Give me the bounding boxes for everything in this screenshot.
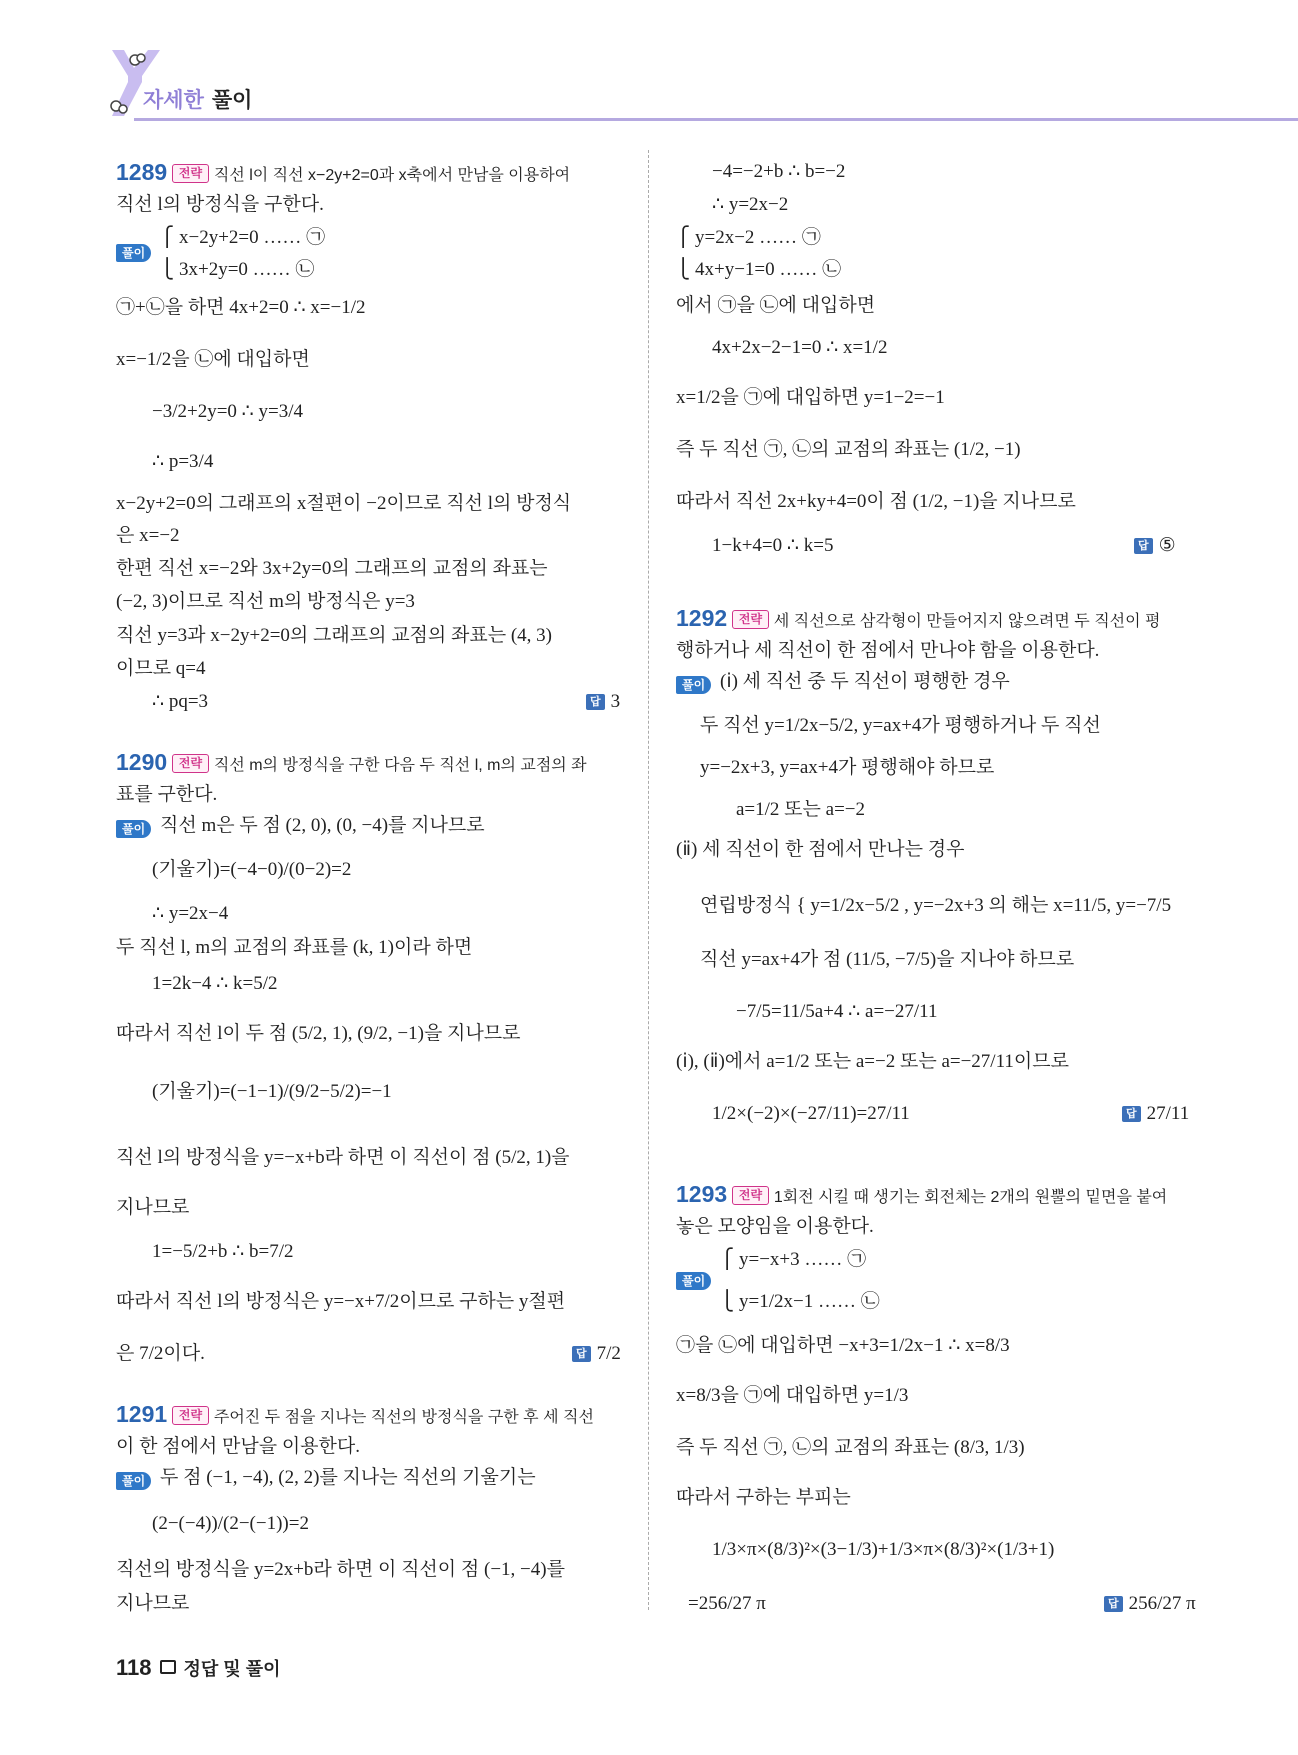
strategy-badge: 전략 — [732, 610, 769, 629]
problem-number: 1291 — [116, 1401, 168, 1427]
solution-line: (ⅰ), (ⅱ)에서 a=1/2 또는 a=−2 또는 a=−27/11이므로 — [676, 1051, 1069, 1072]
page-footer — [116, 1655, 280, 1681]
problem-header — [676, 606, 1160, 634]
solution-line: 즉 두 직선 ㉠, ㉡의 교점의 좌표는 (1/2, −1) — [676, 439, 1021, 460]
solution-line: 두 점 (−1, −4), (2, 2)를 지나는 직선의 기울기는 — [160, 1467, 536, 1488]
solution-line: a=1/2 또는 a=−2 — [736, 799, 865, 820]
solution-line: 따라서 직선 l이 두 점 (5/2, 1), (9/2, −1)을 지나므로 — [116, 1023, 521, 1044]
solution-line: ∴ pq=3 — [152, 691, 209, 712]
problem-header — [116, 160, 570, 188]
answer-badge: 답 — [1122, 1106, 1141, 1122]
solution-line: y=−2x+3, y=ax+4가 평행해야 하므로 — [700, 757, 995, 778]
problem-header — [116, 1402, 594, 1430]
solution-line: 4x+2x−2−1=0 ∴ x=1/2 — [712, 337, 888, 358]
solution-line: −7/5=11/5a+4 ∴ a=−27/11 — [736, 1001, 938, 1022]
page-number: 118 — [116, 1655, 152, 1680]
solution-line: 지나므로 — [116, 1593, 190, 1614]
answer — [1122, 1102, 1189, 1126]
strategy-badge: 전략 — [172, 164, 209, 183]
solution-badge: 풀이 — [676, 676, 711, 694]
solution-line: 직선 y=3과 x−2y+2=0의 그래프의 교점의 좌표는 (4, 3) — [116, 625, 552, 646]
problem-number: 1289 — [116, 159, 168, 185]
equation-line: ⎩ 3x+2y=0 …… ㉡ — [160, 259, 315, 280]
strategy-text: 직선 l이 직선 x−2y+2=0과 x축에서 만남을 이용하여 — [213, 167, 571, 184]
problem-header — [676, 1182, 1167, 1210]
solution-line: 지나므로 — [116, 1197, 190, 1218]
solution-line: 즉 두 직선 ㉠, ㉡의 교점의 좌표는 (8/3, 1/3) — [676, 1437, 1025, 1458]
solution-badge: 풀이 — [676, 1272, 711, 1290]
solution-line: =256/27 π — [688, 1593, 766, 1614]
strategy-text: 표를 구한다. — [116, 784, 218, 805]
column-divider — [648, 150, 649, 1610]
solution-line: 따라서 직선 2x+ky+4=0이 점 (1/2, −1)을 지나므로 — [676, 491, 1076, 512]
solution-line: ㉠을 ㉡에 대입하면 −x+3=1/2x−1 ∴ x=8/3 — [676, 1335, 1010, 1356]
solution-line: (기울기)=(−1−1)/(9/2−5/2)=−1 — [152, 1081, 392, 1102]
strategy-text: 직선 l의 방정식을 구한다. — [116, 194, 324, 215]
strategy-text: 직선 m의 방정식을 구한 다음 두 직선 l, m의 교점의 좌 — [213, 757, 587, 774]
header-rule — [134, 118, 1298, 121]
header-label-solution: 풀이 — [211, 89, 253, 112]
solution-line: (−2, 3)이므로 직선 m의 방정식은 y=3 — [116, 591, 415, 612]
answer-value: ⑤ — [1158, 535, 1176, 556]
solution-line: 연립방정식 { y=1/2x−5/2 , y=−2x+3 의 해는 x=11/5, y=−7/5 — [700, 895, 1172, 916]
solution-line: 1=−5/2+b ∴ b=7/2 — [152, 1241, 294, 1262]
equation-line: ⎩ 4x+y−1=0 …… ㉡ — [676, 259, 842, 280]
solution-line: 1/3×π×(8/3)²×(3−1/3)+1/3×π×(8/3)²×(1/3+1) — [712, 1539, 1055, 1560]
strategy-badge: 전략 — [732, 1186, 769, 1205]
solution-line: 두 직선 l, m의 교점의 좌표를 (k, 1)이라 하면 — [116, 937, 473, 958]
solution-line: ∴ y=2x−4 — [152, 903, 229, 924]
solution-line: 1/2×(−2)×(−27/11)=27/11 — [712, 1103, 910, 1124]
solution-line: 직선의 방정식을 y=2x+b라 하면 이 직선이 점 (−1, −4)를 — [116, 1559, 565, 1580]
equation-line: ⎧ y=2x−2 …… ㉠ — [676, 227, 821, 248]
solution-line: x=−1/2을 ㉡에 대입하면 — [116, 349, 310, 370]
solution-line: (기울기)=(−4−0)/(0−2)=2 — [152, 859, 352, 880]
header-label-detailed: 자세한 — [143, 89, 204, 112]
strategy-badge: 전략 — [172, 1406, 209, 1425]
problem-number: 1290 — [116, 749, 168, 775]
solution-line: 한편 직선 x=−2와 3x+2y=0의 그래프의 교점의 좌표는 — [116, 558, 548, 579]
solution-badge: 풀이 — [116, 1472, 151, 1490]
answer-value: 3 — [610, 691, 621, 712]
strategy-badge: 전략 — [172, 754, 209, 773]
solution-line: ∴ p=3/4 — [152, 451, 214, 472]
solution-line: x=1/2을 ㉠에 대입하면 y=1−2=−1 — [676, 387, 945, 408]
equation-line: ⎩ y=1/2x−1 …… ㉡ — [720, 1291, 880, 1312]
solution-line: 두 직선 y=1/2x−5/2, y=ax+4가 평행하거나 두 직선 — [700, 715, 1101, 736]
solution-line: (ⅱ) 세 직선이 한 점에서 만나는 경우 — [676, 839, 965, 860]
answer — [1104, 1592, 1196, 1616]
answer-badge: 답 — [586, 694, 605, 710]
solution-line: 은 x=−2 — [116, 525, 180, 546]
solution-line: 1=2k−4 ∴ k=5/2 — [152, 973, 278, 994]
answer-badge: 답 — [1134, 538, 1153, 554]
solution-line: 따라서 구하는 부피는 — [676, 1487, 851, 1508]
strategy-text: 행하거나 세 직선이 한 점에서 만나야 함을 이용한다. — [676, 640, 1100, 661]
solution-badge: 풀이 — [116, 820, 151, 838]
answer-badge: 답 — [572, 1346, 591, 1362]
solution-badge: 풀이 — [116, 244, 151, 262]
book-icon — [160, 1660, 176, 1674]
problem-number: 1292 — [676, 605, 728, 631]
solution-line: (ⅰ) 세 직선 중 두 직선이 평행한 경우 — [720, 671, 1010, 692]
problem-header — [116, 750, 587, 778]
strategy-text: 세 직선으로 삼각형이 만들어지지 않으려면 두 직선이 평 — [773, 613, 1161, 630]
strategy-text: 1회전 시킬 때 생기는 회전체는 2개의 원뿔의 밑면을 붙여 — [773, 1189, 1168, 1206]
solution-line: 1−k+4=0 ∴ k=5 — [712, 535, 834, 556]
solution-line: ㉠+㉡을 하면 4x+2=0 ∴ x=−1/2 — [116, 297, 366, 318]
solution-line: −3/2+2y=0 ∴ y=3/4 — [152, 401, 304, 422]
solution-line: x−2y+2=0의 그래프의 x절편이 −2이므로 직선 l의 방정식 — [116, 493, 572, 514]
answer-badge: 답 — [1104, 1596, 1123, 1612]
solution-line: 에서 ㉠을 ㉡에 대입하면 — [676, 295, 876, 316]
solution-line: 직선 y=ax+4가 점 (11/5, −7/5)을 지나야 하므로 — [700, 949, 1075, 970]
solution-line: 은 7/2이다. — [116, 1343, 205, 1364]
strategy-text: 이 한 점에서 만남을 이용한다. — [116, 1436, 360, 1457]
strategy-text: 놓은 모양임을 이용한다. — [676, 1216, 874, 1237]
solution-line: 직선 l의 방정식을 y=−x+b라 하면 이 직선이 점 (5/2, 1)을 — [116, 1147, 570, 1168]
solution-line: −4=−2+b ∴ b=−2 — [712, 161, 846, 182]
answer — [586, 690, 620, 714]
answer — [572, 1342, 621, 1366]
solution-line: x=8/3을 ㉠에 대입하면 y=1/3 — [676, 1385, 909, 1406]
solution-line: (2−(−4))/(2−(−1))=2 — [152, 1513, 309, 1534]
answer-value: 7/2 — [596, 1343, 621, 1364]
answer — [1134, 534, 1176, 558]
solution-line: 따라서 직선 l의 방정식은 y=−x+7/2이므로 구하는 y절편 — [116, 1291, 566, 1312]
solution-line: ∴ y=2x−2 — [712, 194, 789, 215]
problem-number: 1293 — [676, 1181, 728, 1207]
equation-line: ⎧ x−2y+2=0 …… ㉠ — [160, 227, 326, 248]
equation-line: ⎧ y=−x+3 …… ㉠ — [720, 1249, 867, 1270]
answer-value: 256/27 π — [1128, 1593, 1196, 1614]
answer-value: 27/11 — [1146, 1103, 1190, 1124]
strategy-text: 주어진 두 점을 지나는 직선의 방정식을 구한 후 세 직선 — [213, 1409, 594, 1426]
solution-line: 이므로 q=4 — [116, 658, 206, 679]
solution-line: 직선 m은 두 점 (2, 0), (0, −4)를 지나므로 — [160, 815, 485, 836]
page-header-title — [143, 84, 252, 114]
footer-label: 정답 및 풀이 — [183, 1659, 281, 1679]
